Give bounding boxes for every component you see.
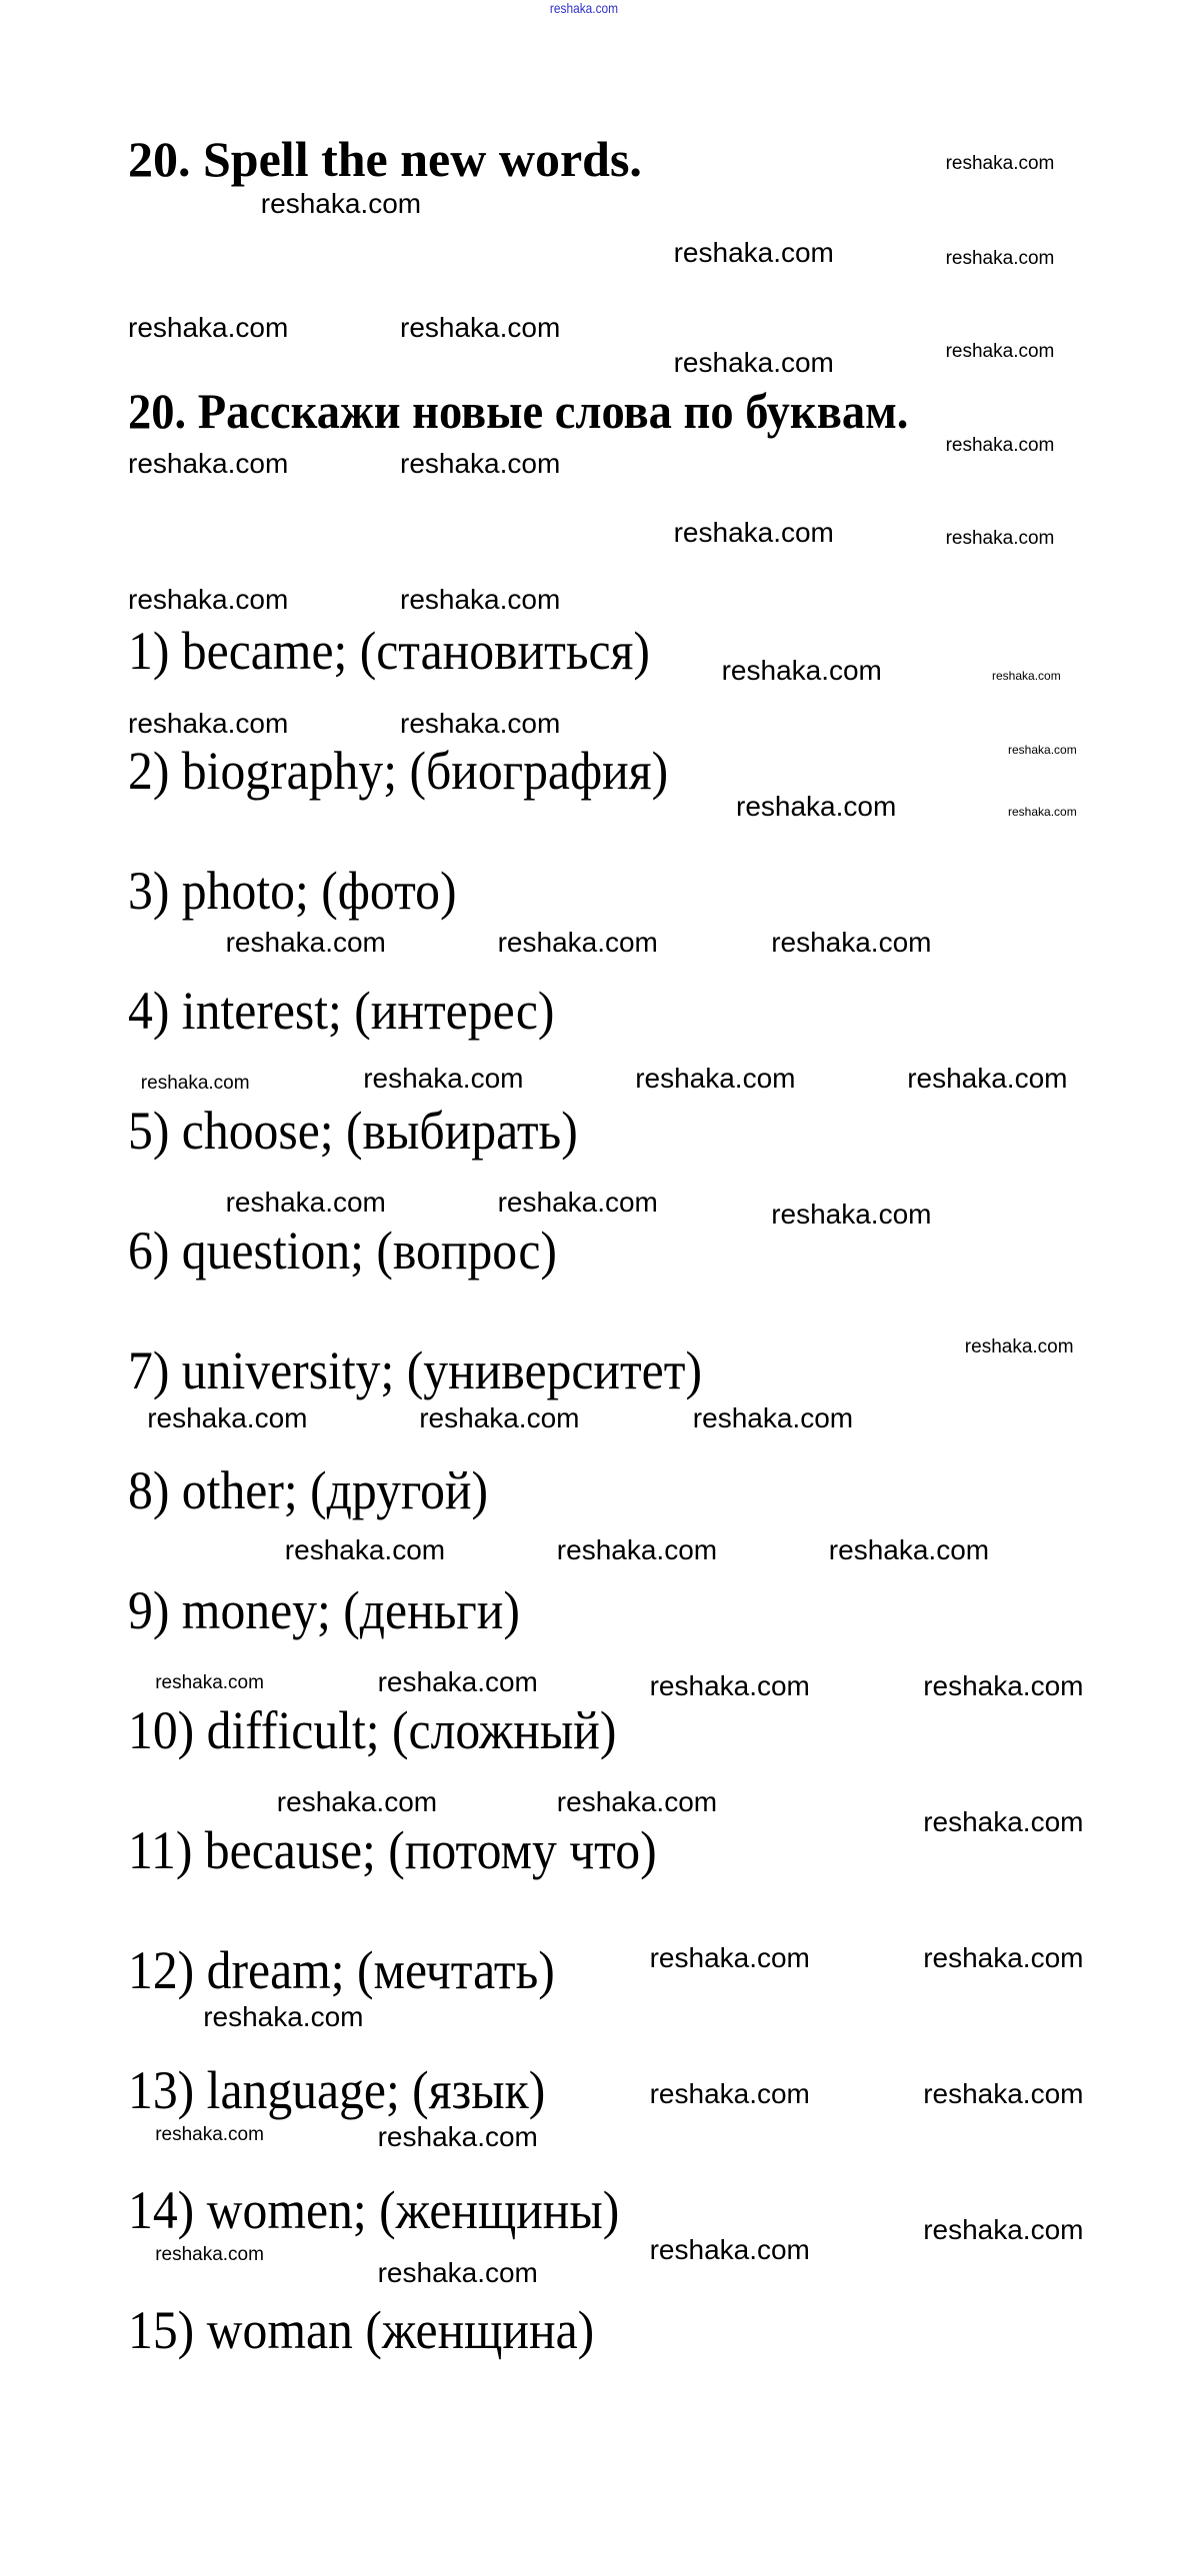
watermark-text: reshaka.com bbox=[400, 312, 561, 344]
watermark-text: reshaka.com bbox=[140, 1073, 250, 1095]
watermark-text: reshaka.com bbox=[556, 1533, 718, 1565]
watermark-text: reshaka.com bbox=[828, 1533, 990, 1565]
watermark-text: reshaka.com bbox=[736, 790, 897, 822]
watermark-text: reshaka.com bbox=[556, 1785, 718, 1817]
word-item: 7) university; (университет) bbox=[128, 1340, 702, 1400]
watermark-text: reshaka.com bbox=[497, 1186, 658, 1218]
watermark-text: reshaka.com bbox=[945, 247, 1055, 269]
word-item: 2) biography; (биография) bbox=[128, 741, 669, 801]
watermark-text: reshaka.com bbox=[128, 312, 289, 344]
watermark-text: reshaka.com bbox=[907, 1062, 1068, 1094]
watermark-text: reshaka.com bbox=[945, 340, 1055, 362]
watermark-text: reshaka.com bbox=[225, 926, 386, 958]
watermark-text: reshaka.com bbox=[923, 2077, 1084, 2109]
watermark-text: reshaka.com bbox=[771, 1198, 932, 1230]
word-item: 12) dream; (мечтать) bbox=[128, 1940, 555, 2000]
watermark-text: reshaka.com bbox=[1008, 742, 1077, 757]
watermark-text: reshaka.com bbox=[419, 1401, 580, 1433]
word-item: 1) became; (становиться) bbox=[128, 621, 650, 681]
watermark-text: reshaka.com bbox=[377, 1665, 538, 1697]
word-item: 8) other; (другой) bbox=[128, 1460, 489, 1520]
watermark-text: reshaka.com bbox=[203, 2000, 364, 2032]
watermark-text: reshaka.com bbox=[673, 346, 834, 378]
watermark-text: reshaka.com bbox=[992, 669, 1061, 684]
word-item: 15) woman (женщина) bbox=[128, 2300, 595, 2360]
watermark-text: reshaka.com bbox=[1008, 805, 1077, 820]
word-item: 4) interest; (интерес) bbox=[128, 981, 555, 1041]
watermark-text: reshaka.com bbox=[400, 448, 561, 480]
watermark-text: reshaka.com bbox=[276, 1785, 438, 1817]
watermark-text: reshaka.com bbox=[363, 1062, 524, 1094]
watermark-text: reshaka.com bbox=[128, 708, 289, 740]
watermark-text: reshaka.com bbox=[649, 1941, 810, 1973]
word-item: 10) difficult; (сложный) bbox=[128, 1700, 617, 1760]
word-item: 14) women; (женщины) bbox=[128, 2180, 620, 2240]
word-item: 6) question; (вопрос) bbox=[128, 1221, 557, 1281]
word-item: 11) because; (потому что) bbox=[128, 1820, 657, 1880]
watermark-text: reshaka.com bbox=[964, 1336, 1074, 1358]
site-link[interactable]: reshaka.com bbox=[549, 0, 619, 16]
watermark-text: reshaka.com bbox=[923, 1805, 1084, 1837]
watermark-text: reshaka.com bbox=[155, 2123, 264, 2145]
watermark-text: reshaka.com bbox=[923, 1941, 1084, 1973]
word-item: 13) language; (язык) bbox=[128, 2060, 546, 2120]
watermark-text: reshaka.com bbox=[128, 584, 289, 616]
watermark-text: reshaka.com bbox=[673, 517, 834, 548]
watermark-text: reshaka.com bbox=[260, 188, 422, 220]
watermark-text: reshaka.com bbox=[923, 2213, 1084, 2245]
watermark-text: reshaka.com bbox=[945, 153, 1055, 175]
watermark-text: reshaka.com bbox=[635, 1062, 796, 1094]
watermark-text: reshaka.com bbox=[155, 1672, 264, 1694]
watermark-text: reshaka.com bbox=[225, 1186, 386, 1218]
watermark-text: reshaka.com bbox=[377, 2120, 538, 2152]
watermark-text: reshaka.com bbox=[497, 926, 658, 958]
watermark-text: reshaka.com bbox=[649, 1669, 810, 1701]
watermark-text: reshaka.com bbox=[673, 237, 834, 268]
watermark-text: reshaka.com bbox=[400, 708, 561, 740]
word-item: 5) choose; (выбирать) bbox=[128, 1101, 578, 1161]
watermark-text: reshaka.com bbox=[649, 2077, 810, 2109]
watermark-text: reshaka.com bbox=[147, 1401, 308, 1433]
watermark-text: reshaka.com bbox=[771, 926, 932, 958]
watermark-text: reshaka.com bbox=[377, 2256, 538, 2288]
watermark-text: reshaka.com bbox=[692, 1401, 854, 1433]
watermark-text: reshaka.com bbox=[284, 1533, 446, 1565]
watermark-text: reshaka.com bbox=[649, 2234, 810, 2266]
watermark-text: reshaka.com bbox=[128, 448, 289, 480]
word-item: 3) photo; (фото) bbox=[128, 861, 457, 921]
watermark-text: reshaka.com bbox=[923, 1669, 1084, 1701]
task-title-english: 20. Spell the new words. bbox=[128, 131, 642, 187]
watermark-text: reshaka.com bbox=[945, 527, 1055, 549]
watermark-text: reshaka.com bbox=[400, 584, 561, 616]
watermark-text: reshaka.com bbox=[155, 2244, 264, 2266]
task-title-russian: 20. Расскажи новые слова по буквам. bbox=[128, 383, 909, 439]
watermark-text: reshaka.com bbox=[945, 434, 1055, 456]
word-item: 9) money; (деньги) bbox=[128, 1580, 520, 1640]
watermark-text: reshaka.com bbox=[721, 654, 882, 686]
